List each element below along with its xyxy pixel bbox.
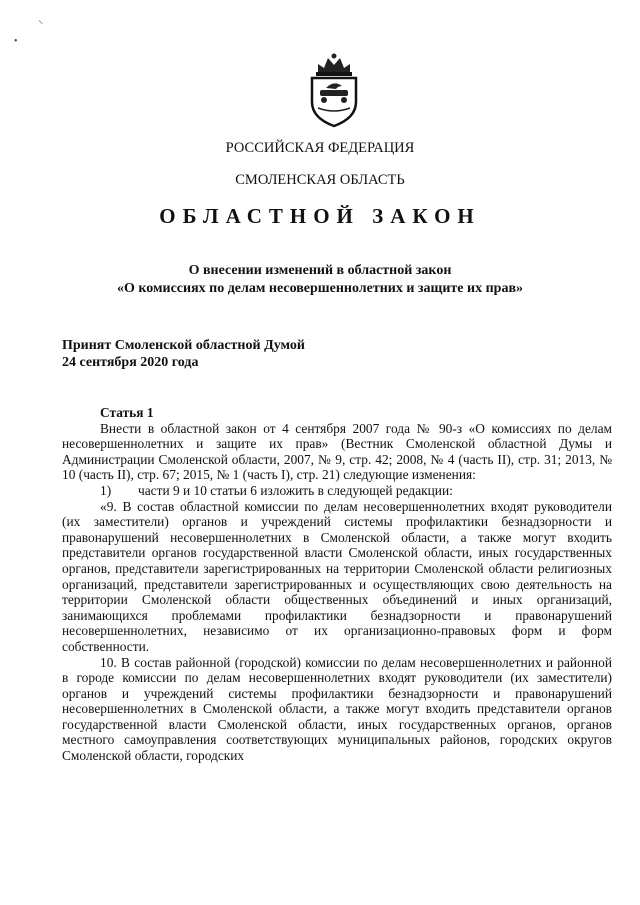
part-9-paragraph: «9. В состав областной комиссии по делам несовершеннолетних входят руководители (их заместители) органов и учреждений системы профилактики безнадзорности и правонарушений несовершеннолетних в Смоленской области, а также могут входить представители органов государственной власти Смоленской области, иных государственных органов, представители зарегистрированных на территории Смоленской области религиозных организаций, представители зарегистрированных и осуществляющих свою деятельность на территории Смоленской области общественных объединений и иных организаций, занимающихся проблемами профилактики безнадзорности и правонарушений несовершеннолетних, независимо от их организационно-правовых форм и форм собственности.	[62, 498, 612, 654]
article-heading: Статья 1	[100, 405, 154, 420]
list-item-text: части 9 и 10 статьи 6 изложить в следующей редакции:	[138, 482, 453, 498]
list-item	[62, 483, 612, 499]
subject-line-1: О внесении изменений в областной закон	[188, 263, 452, 278]
adoption-info	[62, 337, 305, 371]
article-body	[62, 405, 612, 764]
part-10-paragraph: 10. В состав районной (городской) комиссии по делам несовершеннолетних и районной в городе комиссии по делам несовершеннолетних входят руководители (их заместители) органов и учреждений системы профилактики безнадзорности и правонарушений несовершеннолетних в Смоленской области, а также могут входить представители органов государственной власти Смоленской области, иных государственных органов, органов местного самоуправления соответствующих муниципальных районов, городских округов Смоленской области, городских	[62, 654, 612, 764]
scan-mark: ⸜	[38, 15, 43, 26]
list-item-number: 1)	[100, 482, 112, 498]
document-title: ОБЛАСТНОЙ ЗАКОН	[159, 204, 481, 228]
scan-dot: •	[14, 36, 18, 47]
country-heading: РОССИЙСКАЯ ФЕДЕРАЦИЯ	[225, 140, 415, 156]
coat-of-arms-emblem	[304, 52, 364, 128]
adoption-date: 24 сентября 2020 года	[62, 355, 199, 370]
subject-line-2: «О комиссиях по делам несовершеннолетних и защите их прав»	[116, 281, 523, 296]
article-intro: Внести в областной закон от 4 сентября 2007 года № 90-з «О комиссиях по делам несовершеннолетних и защите их прав» (Вестник Смоленской областной Думы и Администрации Смоленской области, 2007, № 9, стр. 42; 2008, № 4 (часть II), стр. 31; 2013, № 10 (часть II), стр. 67; 2015, № 1 (часть I), стр. 21) следующие изменения:	[62, 420, 612, 483]
region-heading: СМОЛЕНСКАЯ ОБЛАСТЬ	[235, 172, 405, 188]
adoption-body: Принят Смоленской областной Думой	[62, 338, 305, 353]
